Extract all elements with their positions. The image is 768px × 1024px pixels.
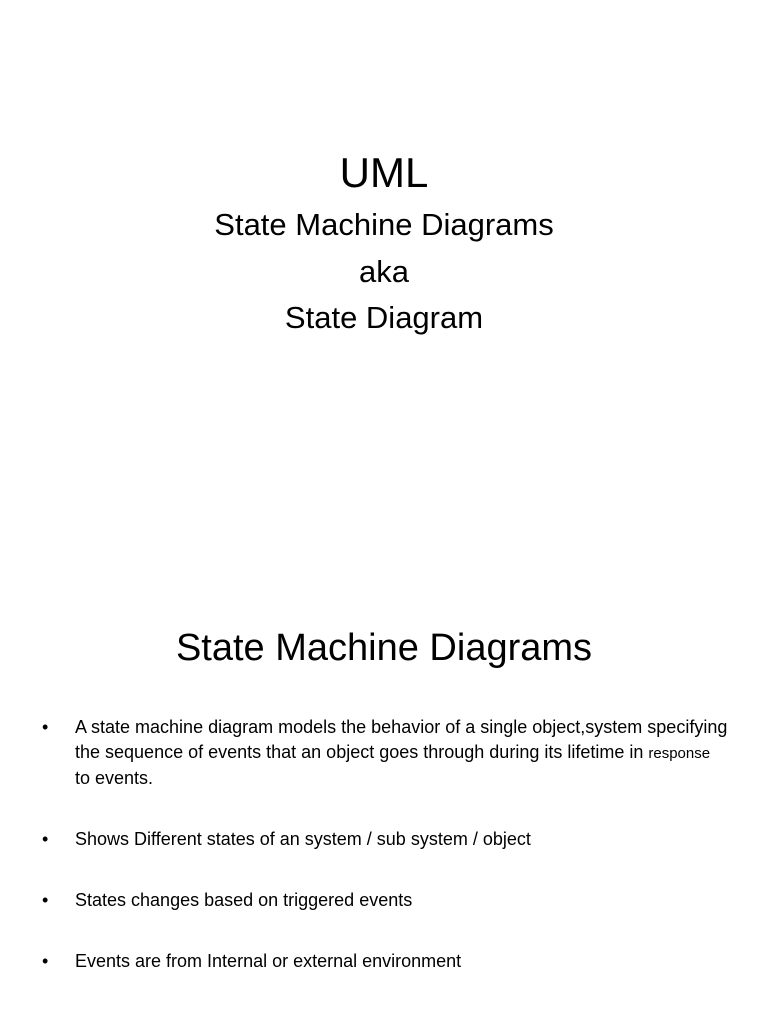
bullet-text-1b: to events. (75, 768, 154, 788)
bullet-list (40, 715, 730, 1010)
bullet-text-4: Events are from Internal or external environment (75, 951, 462, 971)
bullet-text-1-small: response (648, 745, 711, 762)
bullet-item-1 (40, 715, 730, 791)
subtitle-line-2: aka (359, 254, 409, 289)
bullet-text-2: Shows Different states of an system / sub system / object (75, 829, 531, 849)
bullet-item-3 (40, 888, 730, 913)
bullet-item-2 (40, 827, 730, 852)
bullet-text-3: States changes based on triggered events (75, 890, 413, 910)
subtitle-line-3: State Diagram (284, 300, 484, 335)
bullet-text-1a: A state machine diagram models the behavior of a single object,system specifying the sequence of events that an object goes through during its lifetime in (75, 717, 728, 762)
bullet-icon: • (42, 890, 49, 910)
content-slide (0, 560, 768, 1024)
subtitle-line-1: State Machine Diagrams (214, 207, 554, 242)
bullet-icon: • (42, 951, 49, 971)
slide-heading: State Machine Diagrams (175, 627, 593, 669)
bullet-item-4 (40, 949, 730, 974)
bullet-icon: • (42, 829, 49, 849)
slide-title: UML (339, 149, 429, 196)
bullet-icon: • (42, 717, 49, 737)
